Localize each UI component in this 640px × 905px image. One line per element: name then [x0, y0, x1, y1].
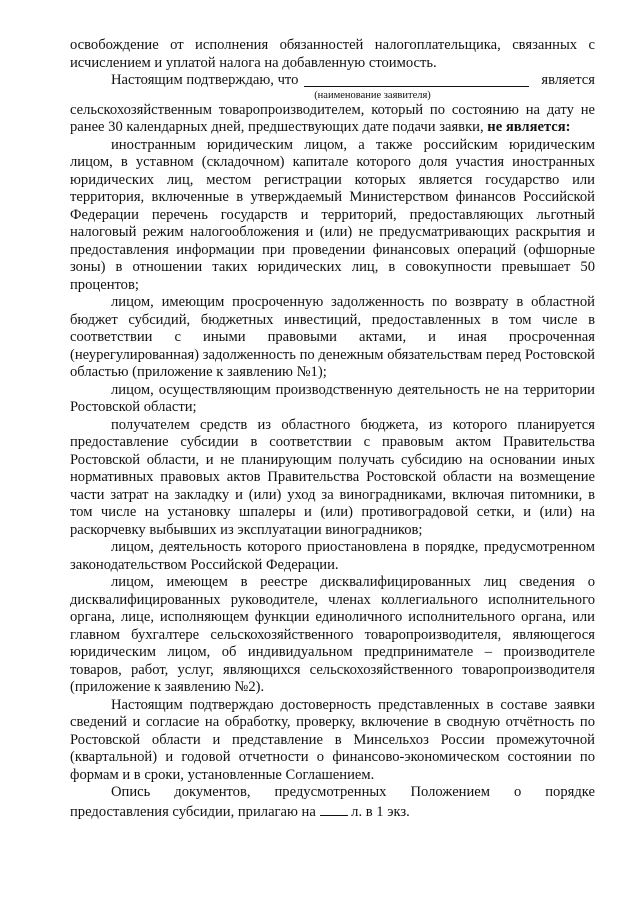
reliability-statement: Настоящим подтверждаю достоверность представленных в составе заявки сведений и согласие на обработку, проверку, включение в сводную отчётность по Ростовской области и представление в Минсельхоз России промежуточной (квартальной) и годовой отчетности о финансово-экономическом состоянии по формам и в сроки, установленные Соглашением.	[70, 696, 595, 783]
pages-count-blank[interactable]	[320, 802, 348, 816]
document-page	[70, 37, 595, 821]
confirm-continuation-text: сельскохозяйственным товаропроизводителем, который по состоянию на дату не ранее 30 календарных дней, предшествующих дате подачи заявки,	[70, 101, 595, 135]
inventory-statement	[70, 784, 595, 821]
list-item: получателем средств из областного бюджета, из которого планируется предоставление субсидии в соответствии с правовым актом Правительства Ростовской области, и не планирующим получать субсидию на основании иных нормативных правовых актов Правительства Ростовской области на возмещение части затрат на закладку и (или) уход за виноградниками, включая питомники, в том числе на установку шпалеры и (или) противоградовой сетки, и (или) на раскорчевку выбывших из эксплуатации виноградников;	[70, 416, 595, 538]
list-item: лицом, имеющим просроченную задолженность по возврату в областной бюджет субсидий, бюджетных инвестиций, предоставленных в том числе в соответствии с иными правовыми актами, и иная просроченная (неурегулированная) задолженность по денежным обязательствам перед Ростовской областью (приложение к заявлению №1);	[70, 294, 595, 380]
list-item: иностранным юридическим лицом, а также российским юридическим лицом, в уставном (складочном) капитале которого доля участия иностранных юридических лиц, местом регистрации которых является государство или территория, включенные в утверждаемый Министерством финансов Российской Федерации перечень государств и территорий, предоставляющих льготный налоговый режим налогообложения и (или) не предусматривающих раскрытия и предоставления информации при проведении финансовых операций (офшорные зоны) в отношении таких юридических лиц, в совокупности превышает 50 процентов;	[70, 136, 595, 293]
confirm-continuation	[70, 102, 595, 137]
confirm-line	[70, 72, 595, 90]
inventory-text: Опись документов, предусмотренных Положением о порядке предоставления субсидии, прилагаю на	[70, 784, 595, 820]
confirm-trail: является	[541, 72, 595, 88]
list-item: лицом, деятельность которого приостановлена в порядке, предусмотренном законодательством Российской Федерации.	[70, 539, 595, 573]
confirm-lead: Настоящим подтверждаю, что	[111, 72, 299, 88]
list-item: лицом, осуществляющим производственную деятельность не на территории Ростовской области;	[70, 381, 595, 415]
inventory-suffix: л. в 1 экз.	[351, 803, 410, 820]
intro-continuation: освобождение от исполнения обязанностей налогоплательщика, связанных с исчислением и уплатой налога на добавленную стоимость.	[70, 37, 595, 71]
list-item: лицом, имеющем в реестре дисквалифицированных лиц сведения о дисквалифицированных руководителе, членах коллегиального исполнительного органа, лице, исполняющем функции единоличного исполнительного органа, или главном бухгалтере сельскохозяйственного товаропроизводителя, являющегося юридическим лицом, об индивидуальном предпринимателе – производителе товаров, работ, услуг, являющихся сельскохозяйственного товаропроизводителя (приложение к заявлению №2).	[70, 574, 595, 695]
applicant-name-caption: (наименование заявителя)	[314, 89, 431, 101]
not-is-label: не является:	[487, 119, 571, 135]
applicant-name-blank[interactable]	[304, 85, 529, 87]
